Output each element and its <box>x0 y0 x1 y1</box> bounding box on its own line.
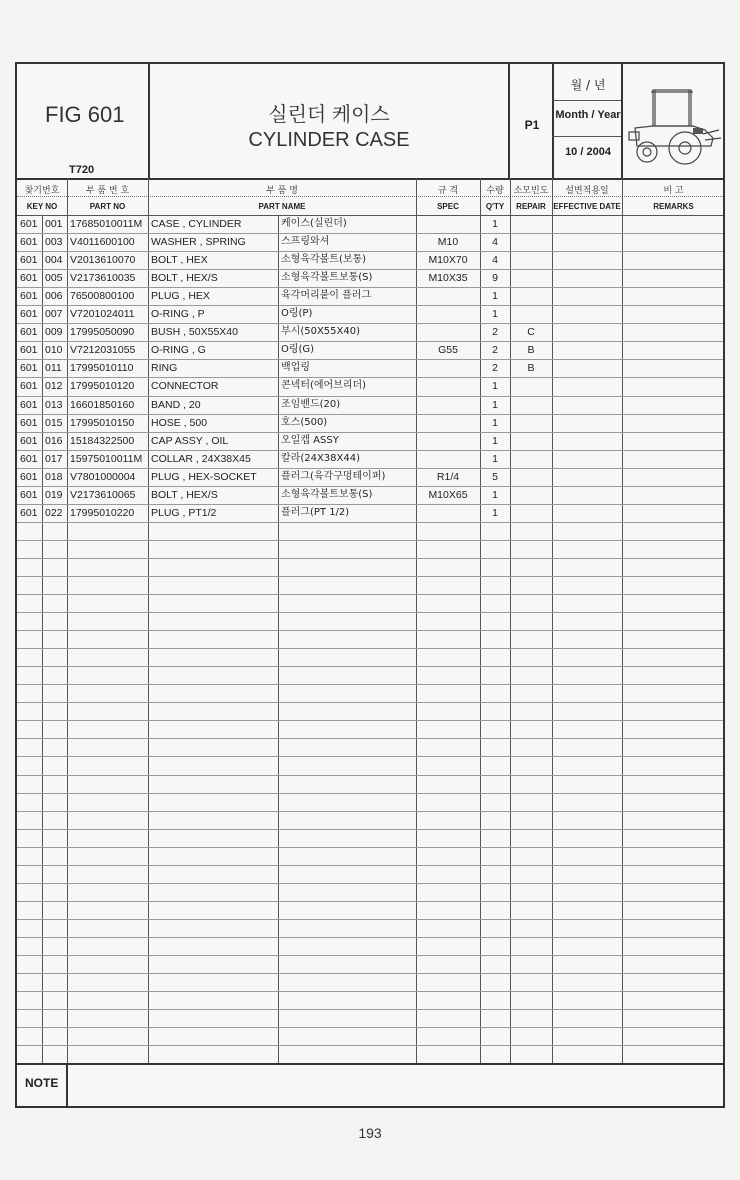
row-line <box>17 323 723 324</box>
qty-cell: 1 <box>492 435 498 447</box>
table-row <box>17 396 723 414</box>
qty-cell: 2 <box>492 344 498 356</box>
fig-cell: 601 <box>20 236 38 248</box>
fig-cell: 601 <box>20 362 38 374</box>
fig-cell: 601 <box>20 399 38 411</box>
row-line <box>17 865 723 866</box>
part-no-cell: V2013610070 <box>70 254 136 266</box>
table-bottom <box>17 1063 723 1065</box>
row-line <box>17 738 723 739</box>
key-no-cell: 013 <box>45 399 63 411</box>
fig-cell: 601 <box>20 471 38 483</box>
part-no-cell: 16601850160 <box>70 399 135 411</box>
col-part-name-ko: 부 품 명 <box>266 186 298 196</box>
part-name-en-cell: PLUG , HEX-SOCKET <box>151 471 257 483</box>
header-vline <box>508 64 510 178</box>
column-line <box>622 178 623 1063</box>
column-header-divider <box>17 215 723 216</box>
spec-cell: M10 <box>437 236 459 248</box>
date-label-korean: 월 / 년 <box>570 78 606 92</box>
part-no-cell: 15975010011M <box>70 453 143 465</box>
header-hline <box>552 136 621 137</box>
fig-cell: 601 <box>20 308 38 320</box>
header-vline <box>552 64 554 178</box>
qty-cell: 1 <box>492 453 498 465</box>
part-name-ko-cell: 플러그(육각구멍테이퍼) <box>281 471 386 482</box>
part-no-cell: V7212031055 <box>70 344 136 356</box>
row-line <box>17 720 723 721</box>
note-label: NOTE <box>25 1076 59 1090</box>
row-line <box>17 359 723 360</box>
table-row <box>17 269 723 287</box>
part-name-ko-cell: 플러그(PT 1/2) <box>281 507 350 518</box>
part-no-cell: 17995010150 <box>70 417 135 429</box>
part-name-ko-cell: 소형육각볼트보통(S) <box>281 489 373 500</box>
page-code: P1 <box>524 118 540 132</box>
spec-cell: M10X35 <box>428 272 468 284</box>
key-no-cell: 012 <box>45 380 63 392</box>
row-line <box>17 414 723 415</box>
title-english: CYLINDER CASE <box>248 129 410 151</box>
page-number: 193 <box>358 1125 382 1141</box>
row-line <box>17 847 723 848</box>
part-name-en-cell: O-RING , P <box>151 308 205 320</box>
table-row <box>17 359 723 377</box>
col-remarks-en: REMARKS <box>653 202 694 211</box>
qty-cell: 1 <box>492 507 498 519</box>
column-line <box>67 178 68 1063</box>
fig-cell: 601 <box>20 507 38 519</box>
qty-cell: 1 <box>492 308 498 320</box>
qty-cell: 4 <box>492 254 498 266</box>
col-repair-ko: 소모빈도 <box>513 186 549 196</box>
table-row <box>17 377 723 395</box>
row-line <box>17 973 723 974</box>
part-name-en-cell: PLUG , HEX <box>151 290 210 302</box>
table-row <box>17 450 723 468</box>
col-part-no-en: PART NO <box>89 202 126 211</box>
col-part-no-ko: 부 품 번 호 <box>85 186 130 196</box>
row-line <box>17 666 723 667</box>
part-name-ko-cell: 칼라(24X38X44) <box>281 453 360 464</box>
row-line <box>17 504 723 505</box>
col-effective-en: EFFECTIVE DATE <box>553 202 621 211</box>
part-no-cell: V2173610035 <box>70 272 136 284</box>
part-no-cell: 76500800100 <box>70 290 135 302</box>
key-no-cell: 007 <box>45 308 63 320</box>
table-row <box>17 233 723 251</box>
col-spec-en: SPEC <box>437 202 459 211</box>
fig-cell: 601 <box>20 417 38 429</box>
col-part-name-en: PART NAME <box>258 202 306 211</box>
column-line <box>42 215 43 1063</box>
header-vline <box>621 64 623 178</box>
row-line <box>17 576 723 577</box>
row-line <box>17 937 723 938</box>
qty-cell: 2 <box>492 326 498 338</box>
row-line <box>17 793 723 794</box>
part-name-ko-cell: 콘넥터(에어브리더) <box>281 380 367 391</box>
part-name-ko-cell: 백업링 <box>281 362 310 373</box>
part-name-en-cell: RING <box>151 362 178 374</box>
key-no-cell: 022 <box>45 507 63 519</box>
qty-cell: 5 <box>492 471 498 483</box>
table-row <box>17 215 723 233</box>
row-line <box>17 901 723 902</box>
part-name-en-cell: BAND , 20 <box>151 399 201 411</box>
column-line <box>278 215 279 1063</box>
fig-cell: 601 <box>20 453 38 465</box>
col-key-no-ko: 찾기번호 <box>24 186 60 196</box>
fig-cell: 601 <box>20 435 38 447</box>
table-row <box>17 323 723 341</box>
fig-number: FIG 601 <box>45 102 125 127</box>
column-line <box>552 178 553 1063</box>
row-line <box>17 702 723 703</box>
key-no-cell: 016 <box>45 435 63 447</box>
row-line <box>17 1027 723 1028</box>
spec-cell: M10X65 <box>428 489 468 501</box>
part-no-cell: V7801000004 <box>70 471 136 483</box>
row-line <box>17 287 723 288</box>
table-row <box>17 468 723 486</box>
key-no-cell: 004 <box>45 254 63 266</box>
table-row <box>17 504 723 522</box>
part-name-en-cell: O-RING , G <box>151 344 206 356</box>
row-line <box>17 558 723 559</box>
part-name-en-cell: COLLAR , 24X38X45 <box>151 453 251 465</box>
table-row <box>17 432 723 450</box>
spec-cell: R1/4 <box>436 471 460 483</box>
tractor-illustration-icon <box>623 68 723 176</box>
row-line <box>17 396 723 397</box>
col-repair-en: REPAIR <box>516 202 546 211</box>
row-line <box>17 883 723 884</box>
key-no-cell: 018 <box>45 471 63 483</box>
col-remarks-ko: 비 고 <box>663 186 684 196</box>
key-no-cell: 015 <box>45 417 63 429</box>
row-line <box>17 648 723 649</box>
part-no-cell: 17685010011M <box>70 218 143 230</box>
fig-cell: 601 <box>20 290 38 302</box>
part-no-cell: 17995010220 <box>70 507 135 519</box>
repair-cell: C <box>527 326 535 338</box>
part-name-en-cell: BOLT , HEX <box>151 254 208 266</box>
part-name-ko-cell: 호스(500) <box>281 417 328 428</box>
fig-cell: 601 <box>20 489 38 501</box>
part-name-ko-cell: 오일캡 ASSY <box>281 435 339 446</box>
spec-cell: G55 <box>438 344 458 356</box>
col-qty-en: Q'TY <box>485 202 505 211</box>
row-line <box>17 630 723 631</box>
table-row <box>17 251 723 269</box>
column-line <box>480 178 481 1063</box>
column-line <box>148 178 149 1063</box>
row-line <box>17 919 723 920</box>
part-name-ko-cell: 소형육각볼트보통(S) <box>281 272 373 283</box>
part-no-cell: 17995050090 <box>70 326 135 338</box>
row-line <box>17 432 723 433</box>
note-divider <box>66 1063 68 1106</box>
date-value: 10 / 2004 <box>565 146 611 158</box>
row-line <box>17 377 723 378</box>
col-qty-ko: 수량 <box>486 186 504 196</box>
col-key-no-en: KEY NO <box>26 202 58 211</box>
key-no-cell: 001 <box>45 218 63 230</box>
row-line <box>17 269 723 270</box>
column-header-mid <box>17 196 723 197</box>
fig-cell: 601 <box>20 272 38 284</box>
part-name-ko-cell: O링(G) <box>281 344 315 355</box>
qty-cell: 1 <box>492 399 498 411</box>
part-name-en-cell: BOLT , HEX/S <box>151 272 218 284</box>
row-line <box>17 829 723 830</box>
title-korean: 실린더 케이스 <box>268 104 390 126</box>
header-hline <box>552 100 621 101</box>
date-label-english: Month / Year <box>555 109 621 121</box>
row-line <box>17 1045 723 1046</box>
qty-cell: 2 <box>492 362 498 374</box>
row-line <box>17 251 723 252</box>
key-no-cell: 017 <box>45 453 63 465</box>
row-line <box>17 233 723 234</box>
table-row <box>17 414 723 432</box>
part-name-en-cell: CONNECTOR <box>151 380 219 392</box>
column-line <box>416 178 417 1063</box>
part-name-ko-cell: O링(P) <box>281 308 313 319</box>
part-no-cell: V2173610065 <box>70 489 136 501</box>
spec-cell: M10X70 <box>428 254 468 266</box>
qty-cell: 1 <box>492 290 498 302</box>
row-line <box>17 775 723 776</box>
repair-cell: B <box>527 362 535 374</box>
row-line <box>17 684 723 685</box>
fig-cell: 601 <box>20 218 38 230</box>
row-line <box>17 594 723 595</box>
part-name-en-cell: WASHER , SPRING <box>151 236 246 248</box>
part-no-cell: 17995010120 <box>70 380 135 392</box>
table-row <box>17 341 723 359</box>
header-divider <box>17 178 723 180</box>
row-line <box>17 612 723 613</box>
key-no-cell: 006 <box>45 290 63 302</box>
column-line <box>510 178 511 1063</box>
row-line <box>17 756 723 757</box>
key-no-cell: 011 <box>45 362 62 374</box>
part-name-ko-cell: 소형육각볼트(보통) <box>281 254 367 265</box>
row-line <box>17 1009 723 1010</box>
model-code: T720 <box>69 164 95 176</box>
qty-cell: 1 <box>492 417 498 429</box>
qty-cell: 9 <box>492 272 498 284</box>
repair-cell: B <box>527 344 535 356</box>
row-line <box>17 468 723 469</box>
key-no-cell: 003 <box>45 236 63 248</box>
key-no-cell: 005 <box>45 272 63 284</box>
qty-cell: 1 <box>492 380 498 392</box>
part-name-en-cell: HOSE , 500 <box>151 417 208 429</box>
col-effective-ko: 설변적용일 <box>565 186 609 196</box>
table-row <box>17 287 723 305</box>
part-no-cell: V7201024011 <box>70 308 135 320</box>
key-no-cell: 019 <box>45 489 63 501</box>
row-line <box>17 522 723 523</box>
part-name-en-cell: CASE , CYLINDER <box>151 218 242 230</box>
fig-cell: 601 <box>20 380 38 392</box>
row-line <box>17 955 723 956</box>
part-no-cell: 15184322500 <box>70 435 135 447</box>
row-line <box>17 991 723 992</box>
key-no-cell: 010 <box>45 344 63 356</box>
part-name-ko-cell: 부시(50X55X40) <box>281 326 360 337</box>
part-name-ko-cell: 육각머리붙이 플러그 <box>281 290 372 301</box>
fig-cell: 601 <box>20 344 38 356</box>
fig-cell: 601 <box>20 254 38 266</box>
part-no-cell: 17995010110 <box>70 362 134 374</box>
part-name-en-cell: PLUG , PT1/2 <box>151 507 217 519</box>
col-spec-ko: 규 격 <box>437 186 459 196</box>
row-line <box>17 540 723 541</box>
part-no-cell: V4011600100 <box>70 236 135 248</box>
part-name-en-cell: BOLT , HEX/S <box>151 489 218 501</box>
parts-sheet <box>15 62 725 1108</box>
row-line <box>17 341 723 342</box>
qty-cell: 1 <box>492 218 498 230</box>
table-row <box>17 486 723 504</box>
part-name-ko-cell: 스프링와셔 <box>281 236 330 247</box>
row-line <box>17 450 723 451</box>
part-name-en-cell: BUSH , 50X55X40 <box>151 326 238 338</box>
table-row <box>17 305 723 323</box>
part-name-en-cell: CAP ASSY , OIL <box>151 435 229 447</box>
row-line <box>17 305 723 306</box>
qty-cell: 4 <box>492 236 498 248</box>
part-name-ko-cell: 조임밴드(20) <box>281 399 341 410</box>
part-name-ko-cell: 케이스(실린더) <box>281 218 347 229</box>
header-vline <box>148 64 150 178</box>
row-line <box>17 486 723 487</box>
fig-cell: 601 <box>20 326 38 338</box>
row-line <box>17 811 723 812</box>
qty-cell: 1 <box>492 489 498 501</box>
key-no-cell: 009 <box>45 326 63 338</box>
